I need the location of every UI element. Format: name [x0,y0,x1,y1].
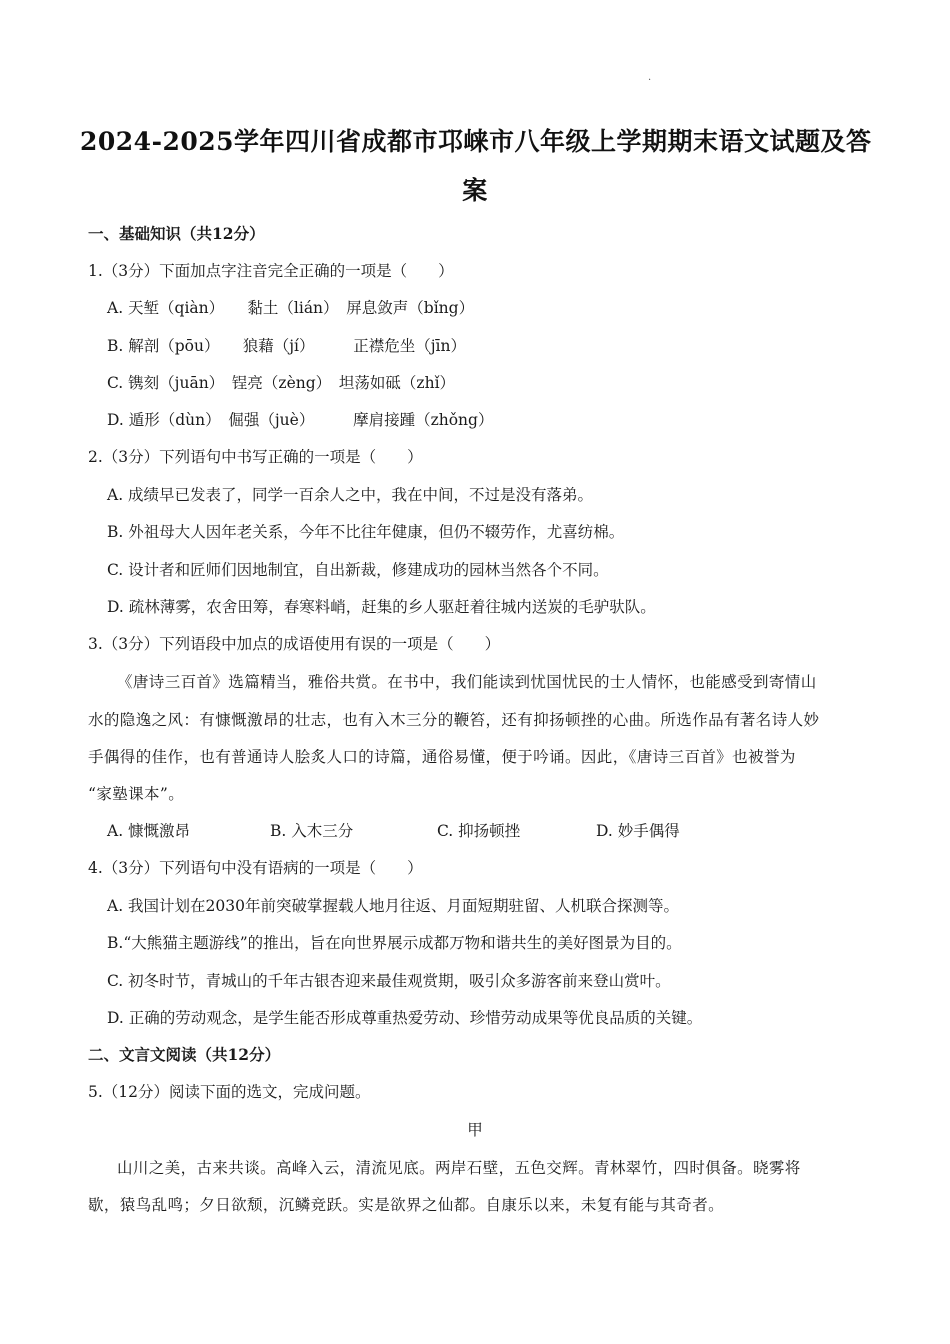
question-1-option-d: D. 遁形（dùn） 倔强（juè） 摩肩接踵（zhǒng） [107,411,494,429]
question-4-option-b: B.“大熊猫主题游线”的推出，旨在向世界展示成都万物和谐共生的美好图景为目的。 [107,934,682,952]
question-3-passage-line-4: “家塾课本”。 [88,785,185,803]
question-5-passage-line-1: 山川之美，古来共谈。高峰入云，清流见底。两岸石壁，五色交辉。青林翠竹，四时俱备。晓雾将 [117,1159,801,1177]
document-title-line-2: 案 [462,176,488,205]
question-3-passage-line-2: 水的隐逸之风：有慷慨激昂的壮志，也有入木三分的鞭笞，还有抑扬顿挫的心曲。所选作品有著名诗人妙 [88,711,820,729]
question-3-choice-b: B. 入木三分 [270,822,354,840]
question-2-option-b: B. 外祖母大人因年老关系，今年不比往年健康，但仍不辍劳作，尤喜纺棉。 [107,523,625,541]
question-3-passage-line-1: 《唐诗三百首》选篇精当，雅俗共赏。在书中，我们能读到忧国忧民的士人情怀，也能感受到寄情山 [117,673,817,691]
question-3-passage-line-3: 手偶得的佳作，也有普通诗人脍炙人口的诗篇，通俗易懂，便于吟诵。因此，《唐诗三百首》也被誉为 [88,748,796,766]
question-1-option-b: B. 解剖（pōu） 狼藉（jí） 正襟危坐（jīn） [107,337,466,355]
question-5-stem: 5.（12分）阅读下面的选文，完成问题。 [88,1083,371,1101]
question-3-stem: 3.（3分）下列语段中加点的成语使用有误的一项是（ ） [88,635,501,653]
question-2-stem: 2.（3分）下列语句中书写正确的一项是（ ） [88,448,423,466]
question-3-choice-a: A. 慷慨激昂 [107,822,191,840]
question-4-option-a: A. 我国计划在2030年前突破掌握载人地月往返、月面短期驻留、人机联合探测等。 [107,897,679,915]
question-1-stem: 1.（3分）下面加点字注音完全正确的一项是（ ） [88,262,454,280]
question-3-choice-d: D. 妙手偶得 [596,822,680,840]
question-1-option-c: C. 镌刻（juān） 锃亮（zèng） 坦荡如砥（zhǐ） [107,374,456,392]
document-title-line-1: 2024-2025学年四川省成都市邛崃市八年级上学期期末语文试题及答 [80,127,872,156]
question-3-choice-c: C. 抑扬顿挫 [437,822,521,840]
question-4-option-c: C. 初冬时节，青城山的千年古银杏迎来最佳观赏期，吸引众多游客前来登山赏叶。 [107,972,671,990]
header-dot: . [648,72,652,83]
question-4-option-d: D. 正确的劳动观念，是学生能否形成尊重热爱劳动、珍惜劳动成果等优良品质的关键。 [107,1009,703,1027]
passage-label-jia: 甲 [467,1121,483,1139]
question-5-passage-line-2: 歇，猿鸟乱鸣；夕日欲颓，沉鳞竞跃。实是欲界之仙都。自康乐以来，未复有能与其奇者。 [88,1196,725,1214]
question-2-option-c: C. 设计者和匠师们因地制宜，自出新裁，修建成功的园林当然各个不同。 [107,561,609,579]
question-4-stem: 4.（3分）下列语句中没有语病的一项是（ ） [88,859,423,877]
section-heading-basic-knowledge: 一、基础知识（共12分） [88,224,265,243]
question-1-option-a: A. 天堑（qiàn） 黏土（lián） 屏息敛声（bǐng） [107,299,475,317]
question-2-option-a: A. 成绩早已发表了，同学一百余人之中，我在中间，不过是没有落弟。 [107,486,594,504]
question-2-option-d: D. 疏林薄雾，农舍田筹，春寒料峭，赶集的乡人驱赶着往城内送炭的毛驴驮队。 [107,598,656,616]
section-heading-classical-reading: 二、文言文阅读（共12分） [88,1045,281,1064]
